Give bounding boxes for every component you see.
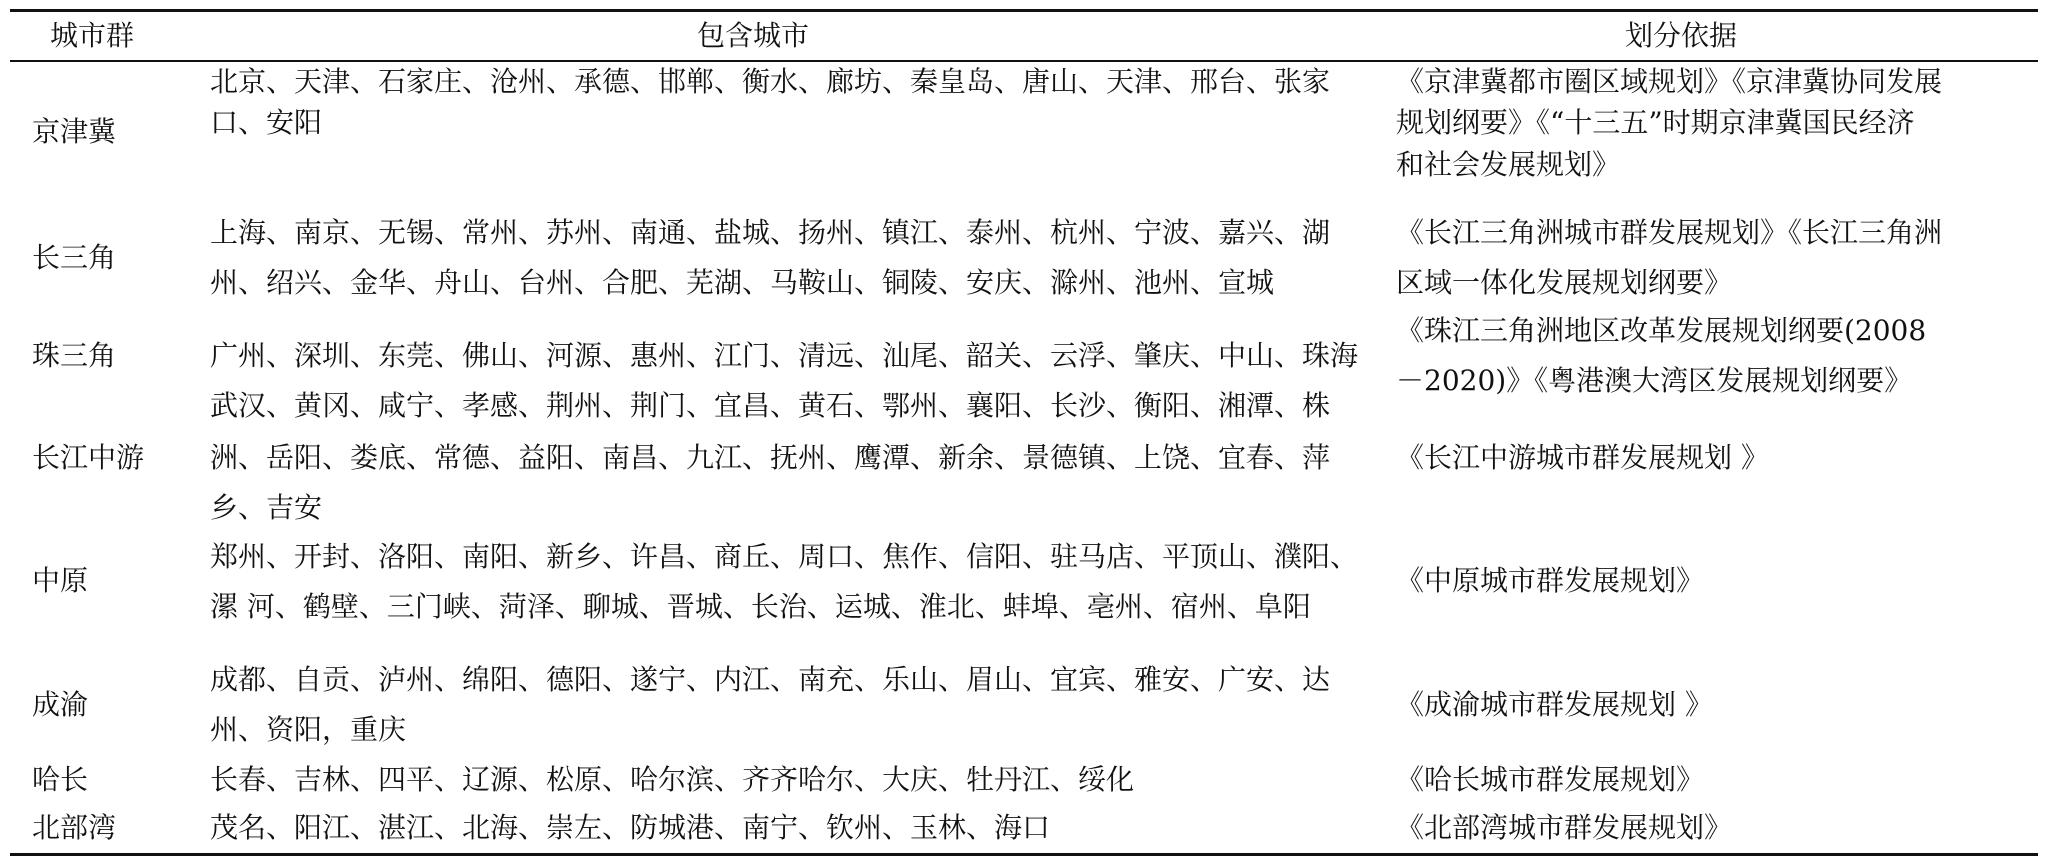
row-yangtze-delta-cities-line-2: 州、绍兴、金华、舟山、台州、合肥、芜湖、马鞍山、铜陵、安庆、滁州、池州、宣城 xyxy=(210,266,1275,299)
row-middle-yangtze-cities-line-3: 乡、吉安 xyxy=(210,491,323,524)
row-pearl-delta-cities-line-1: 广州、深圳、东莞、佛山、河源、惠州、江门、清远、汕尾、韶关、云浮、肇庆、中山、珠海 xyxy=(210,339,1359,372)
row-middle-yangtze-basis-line-1: 《长江中游城市群发展规划 》 xyxy=(1396,441,1769,474)
row-jingjinji-basis-line-3: 和社会发展规划》 xyxy=(1396,148,1621,181)
row-chengyu-cities-line-2: 州、资阳，重庆 xyxy=(210,713,407,746)
row-yangtze-delta-basis-line-1: 《长江三角洲城市群发展规划》《长江三角洲 xyxy=(1396,216,1943,249)
row-chengyu-cities-line-1: 成都、自贡、泸州、绵阳、德阳、遂宁、内江、南充、乐山、眉山、宜宾、雅安、广安、达 xyxy=(210,663,1331,696)
row-middle-yangtze-group: 长江中游 xyxy=(32,441,145,474)
row-jingjinji-cities-line-2: 口、安阳 xyxy=(210,106,323,139)
row-jingjinji-basis-line-1: 《京津冀都市圈区域规划》《京津冀协同发展 xyxy=(1396,65,1943,98)
row-middle-yangtze-cities-line-2: 洲、岳阳、娄底、常德、益阳、南昌、九江、抚州、鹰潭、新余、景德镇、上饶、宜春、萍 xyxy=(210,441,1331,474)
row-hachang-cities-line-1: 长春、吉林、四平、辽源、松原、哈尔滨、齐齐哈尔、大庆、牡丹江、绥化 xyxy=(210,763,1135,796)
row-beibu-gulf-cities-line-1: 茂名、阳江、湛江、北海、崇左、防城港、南宁、钦州、玉林、海口 xyxy=(210,811,1051,844)
row-pearl-delta-basis-line-2: －2020)》《粤港澳大湾区发展规划纲要》 xyxy=(1396,364,1913,397)
row-beibu-gulf-basis-line-1: 《北部湾城市群发展规划》 xyxy=(1396,811,1733,844)
row-jingjinji-cities-line-1: 北京、天津、石家庄、沧州、承德、邯郸、衡水、廊坊、秦皇岛、唐山、天津、邢台、张家 xyxy=(210,65,1331,98)
row-beibu-gulf-group: 北部湾 xyxy=(32,811,117,844)
bottom-rule xyxy=(10,853,2038,856)
row-central-plains-basis-line-1: 《中原城市群发展规划》 xyxy=(1396,564,1705,597)
row-jingjinji-basis-line-2: 规划纲要》《“十三五”时期京津冀国民经济 xyxy=(1396,106,1915,139)
row-hachang-group: 哈长 xyxy=(32,763,89,796)
header-included-cities: 包含城市 xyxy=(697,19,810,52)
row-middle-yangtze-cities-line-1: 武汉、黄冈、咸宁、孝感、荆州、荆门、宜昌、黄石、鄂州、襄阳、长沙、衡阳、湘潭、株 xyxy=(210,389,1331,422)
row-chengyu-group: 成渝 xyxy=(32,688,89,721)
row-pearl-delta-basis-line-1: 《珠江三角洲地区改革发展规划纲要(2008 xyxy=(1396,314,1927,347)
header-city-group: 城市群 xyxy=(50,19,135,52)
row-central-plains-group: 中原 xyxy=(32,564,89,597)
row-yangtze-delta-group: 长三角 xyxy=(32,241,117,274)
row-yangtze-delta-basis-line-2: 区域一体化发展规划纲要》 xyxy=(1396,266,1733,299)
header-division-basis: 划分依据 xyxy=(1625,19,1738,52)
row-hachang-basis-line-1: 《哈长城市群发展规划》 xyxy=(1396,763,1705,796)
row-pearl-delta-group: 珠三角 xyxy=(32,339,117,372)
row-yangtze-delta-cities-line-1: 上海、南京、无锡、常州、苏州、南通、盐城、扬州、镇江、泰州、杭州、宁波、嘉兴、湖 xyxy=(210,216,1331,249)
row-central-plains-cities-line-1: 郑州、开封、洛阳、南阳、新乡、许昌、商丘、周口、焦作、信阳、驻马店、平顶山、濮阳、 xyxy=(210,540,1359,573)
row-jingjinji-group: 京津冀 xyxy=(32,115,117,148)
row-central-plains-cities-line-2: 漯 河、鹤壁、三门峡、菏泽、聊城、晋城、长治、运城、淮北、蚌埠、亳州、宿州、阜阳 xyxy=(210,590,1311,623)
row-chengyu-basis-line-1: 《成渝城市群发展规划 》 xyxy=(1396,688,1713,721)
